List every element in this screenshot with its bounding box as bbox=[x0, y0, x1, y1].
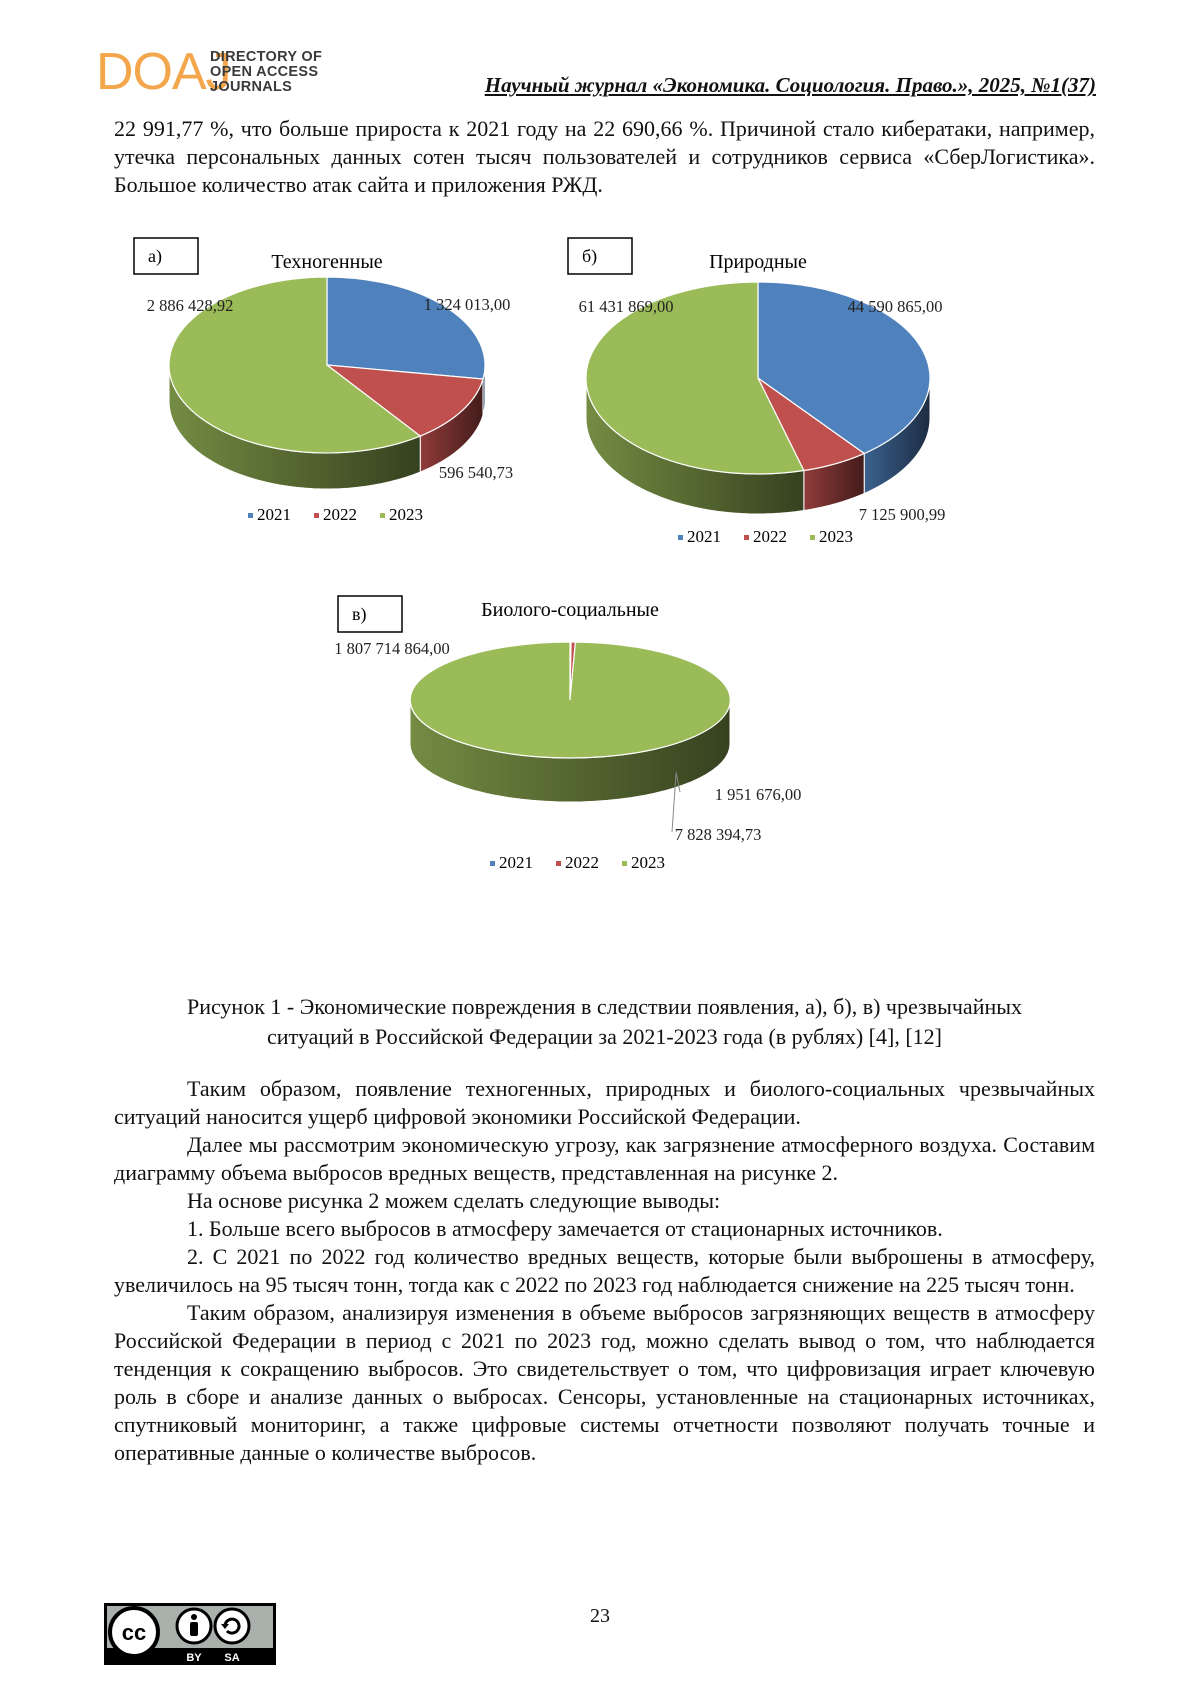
caption-line: Рисунок 1 - Экономические повреждения в следствии появления, а), б), в) чрезвычайных bbox=[186, 994, 1023, 1019]
body-text bbox=[114, 1075, 1095, 1467]
pie-slice-2023 bbox=[410, 642, 730, 758]
legend-entry-2021: 2021 bbox=[257, 505, 291, 524]
page-number: 23 bbox=[590, 1605, 610, 1627]
body-paragraph: Далее мы рассмотрим экономическую угрозу, как загрязнение атмосферного воздуха. Составим диаграмму объема выбросов вредных веществ, представленная на рисунке 2. bbox=[114, 1132, 1095, 1185]
data-label-2022: 7 828 394,73 bbox=[674, 825, 762, 844]
data-label-2022: 7 125 900,99 bbox=[858, 505, 946, 524]
legend-entry-2021: 2021 bbox=[499, 853, 533, 872]
panel-label-box bbox=[568, 238, 632, 274]
data-label-2021: 1 324 013,00 bbox=[423, 295, 511, 314]
legend-swatch-2023 bbox=[810, 535, 815, 540]
panel-label: б) bbox=[582, 246, 598, 266]
doaj-word-line: JOURNALS bbox=[210, 79, 293, 95]
data-label-2023: 61 431 869,00 bbox=[578, 297, 674, 316]
legend-swatch-2021 bbox=[678, 535, 683, 540]
pie-chart-bio-social bbox=[334, 599, 860, 950]
panel-label: а) bbox=[148, 246, 162, 266]
data-label-2022: 596 540,73 bbox=[438, 463, 514, 482]
legend-swatch-2022 bbox=[744, 535, 749, 540]
legend-entry-2023: 2023 bbox=[389, 505, 423, 524]
body-paragraph: 1. Больше всего выбросов в атмосферу замечается от стационарных источников. bbox=[187, 1216, 943, 1241]
data-label-2021: 44 590 865,00 bbox=[847, 297, 943, 316]
body-paragraph: 2. С 2021 по 2022 год количество вредных веществ, которые были выброшены в атмосферу, увеличилось на 95 тысяч тонн, тогда как с 2022 по 2023 год наблюдается снижение на 225 тысяч тонн. bbox=[114, 1244, 1095, 1297]
legend-swatch-2021 bbox=[248, 513, 253, 518]
chart-title: Природные bbox=[709, 251, 807, 273]
legend-entry-2023: 2023 bbox=[631, 853, 665, 872]
legend-swatch-2022 bbox=[556, 861, 561, 866]
license-by-label: BY bbox=[186, 1652, 202, 1664]
pie-chart-technogenic bbox=[130, 246, 590, 590]
legend-swatch-2021 bbox=[490, 861, 495, 866]
panel-label: в) bbox=[352, 604, 367, 624]
legend-entry-2022: 2022 bbox=[565, 853, 599, 872]
caption-line: ситуаций в Российской Федерации за 2021-2023 года (в рублях) [4], [12] bbox=[267, 1024, 942, 1049]
legend-swatch-2023 bbox=[622, 861, 627, 866]
legend-entry-2022: 2022 bbox=[323, 505, 357, 524]
data-label-2021: 1 951 676,00 bbox=[714, 785, 802, 804]
license-sa-label: SA bbox=[224, 1652, 240, 1664]
pie-chart-natural bbox=[578, 246, 1060, 610]
panel-label-box bbox=[338, 596, 402, 632]
doaj-logo bbox=[96, 43, 323, 104]
data-label-2023: 1 807 714 864,00 bbox=[334, 639, 450, 658]
legend-entry-2023: 2023 bbox=[819, 527, 853, 546]
panel-label-box bbox=[134, 238, 198, 274]
doaj-logo-letters: DOAJ bbox=[96, 43, 231, 101]
chart-title: Техногенные bbox=[271, 251, 383, 273]
legend-entry-2021: 2021 bbox=[687, 527, 721, 546]
body-paragraph: Таким образом, анализируя изменения в объеме выбросов загрязняющих веществ в атмосферу Российской Федерации в период с 2021 по 2023 год, можно сделать вывод о том, что наблюдается тенденция к сокращению выбросов. Это свидетельствует о том, что цифровизация играет ключевую роль в сборе и анализе данных о выбросах. Сенсоры, установленные на стационарных источниках, спутниковый мониторинг, а также цифровые системы отчетности позволяют получать точные и оперативные данные о количестве выбросов. bbox=[114, 1300, 1095, 1465]
svg-text:cc: cc bbox=[121, 1620, 147, 1645]
data-label-2023: 2 886 428,92 bbox=[146, 296, 234, 315]
doaj-word-line: OPEN ACCESS bbox=[210, 64, 319, 80]
pie-slice-2021 bbox=[327, 277, 485, 379]
legend-swatch-2022 bbox=[314, 513, 319, 518]
legend-entry-2022: 2022 bbox=[753, 527, 787, 546]
doaj-logo-words bbox=[210, 50, 322, 95]
doaj-word-line: DIRECTORY OF bbox=[210, 49, 323, 65]
figure-caption bbox=[114, 992, 1095, 1052]
body-paragraph: На основе рисунка 2 можем сделать следующие выводы: bbox=[187, 1188, 721, 1213]
chart-title: Биолого-социальные bbox=[481, 599, 659, 621]
journal-header: Научный журнал «Экономика. Социология. Право.», 2025, №1(37) bbox=[484, 73, 1096, 97]
legend-swatch-2023 bbox=[380, 513, 385, 518]
top-paragraph: 22 991,77 %, что больше прироста к 2021 году на 22 690,66 %. Причиной стало кибератаки, например, утечка персональных данных сотен тысяч пользователей и сотрудников сервиса «СберЛогистика». Большое количество атак сайта и приложения РЖД. bbox=[114, 116, 1095, 197]
body-paragraph: Таким образом, появление техногенных, природных и биолого-социальных чрезвычайных ситуаций наносится ущерб цифровой экономики Российской Федерации. bbox=[114, 1076, 1095, 1129]
